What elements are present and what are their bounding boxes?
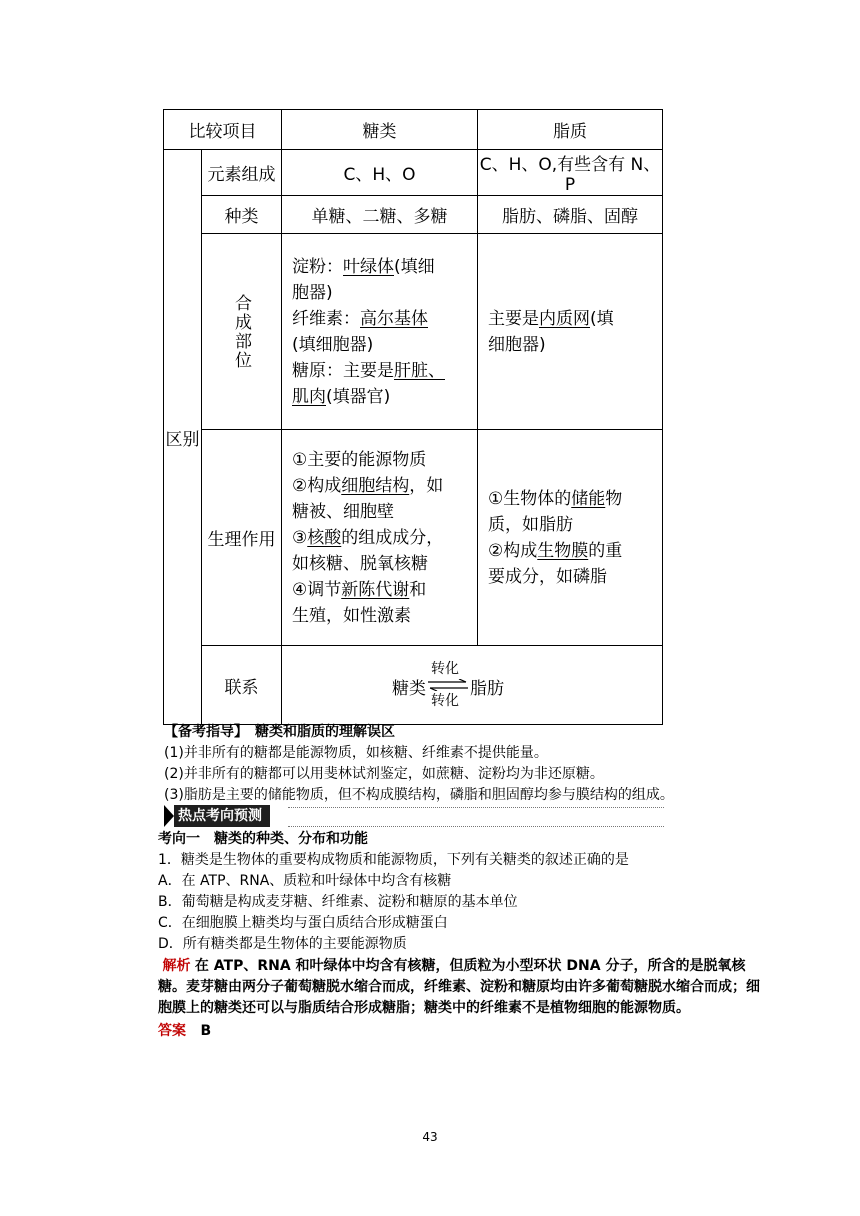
header-lipid: 脂质 xyxy=(478,110,663,150)
question-block xyxy=(158,829,758,955)
types-lipid: 脂肪、磷脂、固醇 xyxy=(478,196,663,234)
blank-answer: 高尔基体 xyxy=(360,308,428,329)
text: 物 xyxy=(605,488,623,509)
text: 和 xyxy=(409,579,427,600)
relation-bottom: 转化 xyxy=(431,693,459,709)
option-d: D．所有糖类都是生物体的主要能源物质 xyxy=(158,936,407,952)
answer-value: B xyxy=(200,1023,212,1039)
row-label-elements: 元素组成 xyxy=(202,150,282,196)
blank-answer: 内质网 xyxy=(539,308,590,329)
text: (填器官) xyxy=(326,386,391,407)
blank-answer: 核酸 xyxy=(307,527,342,548)
relation-cell xyxy=(282,646,663,725)
text: ③ xyxy=(292,527,308,548)
text: 质，如脂肪 xyxy=(488,514,573,535)
question-heading: 考向一 糖类的种类、分布和功能 xyxy=(158,831,368,847)
blank-answer: 细胞结构 xyxy=(341,475,410,496)
guide-item-1: (1)并非所有的糖都是能源物质，如核糖、纤维素不提供能量。 xyxy=(164,745,548,761)
text: 细胞器) xyxy=(488,334,546,355)
header-sugar: 糖类 xyxy=(282,110,478,150)
text: (填 xyxy=(590,308,614,329)
comparison-table xyxy=(163,109,663,725)
function-sugar xyxy=(282,430,478,646)
guide-item-2: (2)并非所有的糖都可以用斐林试剂鉴定，如蔗糖、淀粉均为非还原糖。 xyxy=(164,766,604,782)
text: ②构成 xyxy=(292,475,342,496)
question-stem: 1．糖类是生物体的重要构成物质和能源物质，下列有关糖类的叙述正确的是 xyxy=(158,852,629,868)
dotted-rule xyxy=(288,807,664,827)
text: 胞器) xyxy=(292,282,333,303)
guide-title: 【备考指导】 糖类和脂质的理解误区 xyxy=(164,724,395,740)
blank-answer: 生物膜 xyxy=(537,540,589,561)
blank-answer: 肌肉 xyxy=(292,386,326,407)
relation-top: 转化 xyxy=(431,661,459,677)
blank-answer: 叶绿体 xyxy=(343,256,394,277)
text: 生殖，如性激素 xyxy=(292,605,411,626)
conversion-relation xyxy=(392,660,552,710)
function-lipid xyxy=(478,430,663,646)
analysis-block xyxy=(158,956,770,1042)
blank-answer: 肝脏、 xyxy=(394,360,445,381)
text: ②构成 xyxy=(488,540,538,561)
answer-label: 答案 xyxy=(158,1023,186,1039)
option-a: A．在 ATP、RNA、质粒和叶绿体中均含有核糖 xyxy=(158,873,452,889)
page-number: 43 xyxy=(422,1130,438,1144)
group-label: 区别 xyxy=(164,150,202,725)
text: 纤维素： xyxy=(292,308,360,329)
blank-answer: 储能 xyxy=(571,488,606,509)
hot-topic-label: 热点考向预测 xyxy=(174,805,270,827)
text: 的组成成分， xyxy=(341,527,444,548)
option-b: B．葡萄糖是构成麦芽糖、纤维素、淀粉和糖原的基本单位 xyxy=(158,894,518,910)
hot-topic-banner xyxy=(164,805,504,827)
triangle-icon xyxy=(164,805,174,827)
text: ，如 xyxy=(409,475,444,496)
elements-lipid: C、H、O,有些含有 N、P xyxy=(478,150,663,196)
row-label-site xyxy=(202,234,282,430)
relation-left: 糖类 xyxy=(392,679,426,699)
text: (填细胞器) xyxy=(292,334,374,355)
exam-guide xyxy=(164,722,744,806)
text: ①主要的能源物质 xyxy=(292,449,427,470)
row-label-types: 种类 xyxy=(202,196,282,234)
header-item: 比较项目 xyxy=(164,110,282,150)
text: 糖原：主要是 xyxy=(292,360,394,381)
analysis-label: 解析 xyxy=(162,958,191,974)
guide-item-3: (3)脂肪是主要的储能物质，但不构成膜结构，磷脂和胆固醇均参与膜结构的组成。 xyxy=(164,787,674,803)
blank-answer: 新陈代谢 xyxy=(341,579,410,600)
text: 淀粉： xyxy=(292,256,343,277)
text: 要成分，如磷脂 xyxy=(488,566,607,587)
row-label-relation: 联系 xyxy=(202,646,282,725)
text: ④调节 xyxy=(292,579,342,600)
relation-right: 脂肪 xyxy=(470,679,504,699)
row-label-function: 生理作用 xyxy=(202,430,282,646)
option-c: C．在细胞膜上糖类均与蛋白质结合形成糖蛋白 xyxy=(158,915,448,931)
text: 的重 xyxy=(588,540,623,561)
analysis-text: 在 ATP、RNA 和叶绿体中均含有核糖，但质粒为小型环状 DNA 分子，所含的是脱氧核糖。麦芽糖由两分子葡萄糖脱水缩合而成，纤维素、淀粉和糖原均由许多葡萄糖脱水缩合而成；细胞膜上的糖类还可以与脂质结合形成糖脂；糖类中的纤维素不是植物细胞的能源物质。 xyxy=(158,958,760,1016)
text: 如核糖、脱氧核糖 xyxy=(292,553,428,574)
types-sugar: 单糖、二糖、多糖 xyxy=(282,196,478,234)
text: 糖被、细胞壁 xyxy=(292,501,394,522)
text: (填细 xyxy=(394,256,435,277)
elements-sugar: C、H、O xyxy=(282,150,478,196)
site-label: 合成部位 xyxy=(231,293,251,370)
site-sugar xyxy=(282,234,478,430)
site-lipid xyxy=(478,234,663,430)
text: ①生物体的 xyxy=(488,488,572,509)
text: 主要是 xyxy=(488,308,539,329)
